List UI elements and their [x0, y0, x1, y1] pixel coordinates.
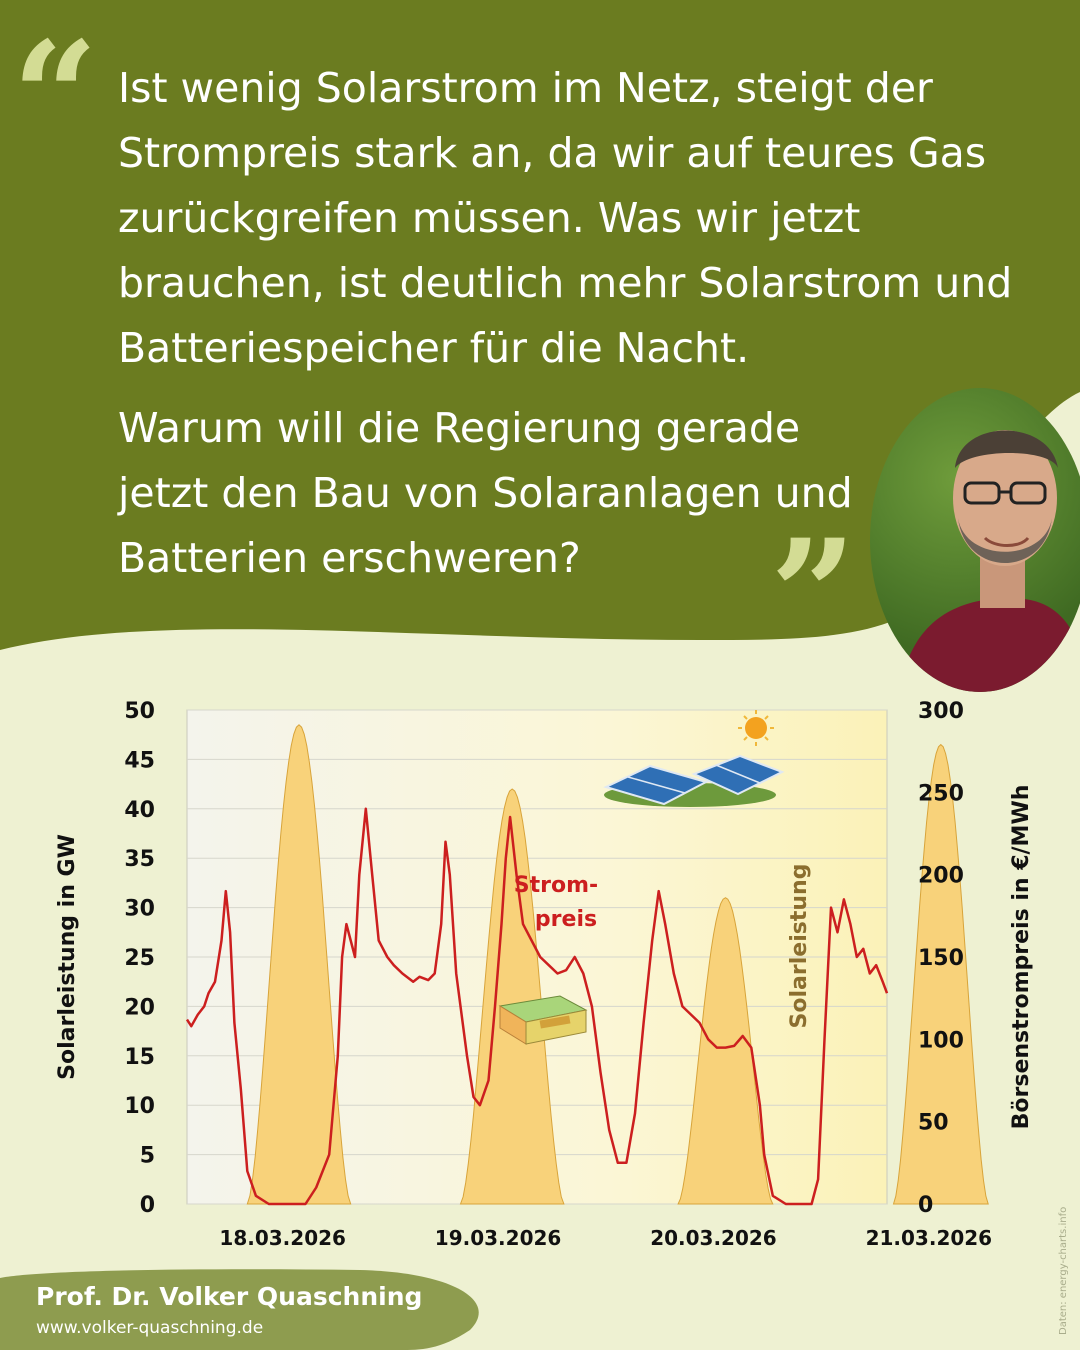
y-left-tick: 10 [124, 1094, 155, 1120]
data-credit: Daten: energy-charts.info [1058, 1206, 1069, 1335]
y-left-tick: 15 [124, 1044, 155, 1070]
price-annotation-line1: Strom- [513, 873, 599, 898]
quote-paragraph-2: Warum will die Regierung gerade jetzt den Bau von Solaranlagen und Batterien erschweren? [118, 404, 853, 582]
y-axis-right-label: Börsenstrompreis in €/MWh [1009, 784, 1034, 1130]
y-right-tick: 150 [918, 946, 964, 971]
y-right-tick: 100 [918, 1028, 964, 1054]
open-quote-icon: “ [12, 9, 99, 185]
y-left-tick: 40 [124, 797, 155, 823]
x-tick-label: 20.03.2026 [650, 1226, 777, 1250]
y-left-tick: 30 [124, 896, 155, 922]
y-axis-left [124, 699, 155, 1218]
y-left-tick: 5 [139, 1143, 155, 1169]
x-tick-label: 19.03.2026 [434, 1226, 562, 1250]
y-right-tick: 200 [918, 863, 964, 889]
solar-annotation: Solarleistung [787, 863, 812, 1029]
close-quote-icon: ” [770, 507, 857, 683]
y-left-tick: 0 [139, 1193, 155, 1218]
y-left-tick: 20 [124, 995, 155, 1021]
y-left-tick: 25 [124, 946, 155, 971]
y-left-tick: 50 [124, 699, 155, 724]
y-right-tick: 250 [918, 781, 964, 807]
y-axis-left-label: Solarleistung in GW [55, 834, 80, 1080]
y-right-tick: 0 [918, 1193, 934, 1218]
y-left-tick: 35 [124, 847, 155, 873]
y-right-tick: 300 [918, 699, 964, 724]
x-tick-label: 18.03.2026 [219, 1226, 346, 1250]
price-annotation-line2: preis [534, 907, 598, 932]
quote-paragraph-1: Ist wenig Solarstrom im Netz, steigt der Strompreis stark an, da wir auf teures Gas zurückgreifen müssen. Was wir jetzt brauchen, ist deutlich mehr Solarstrom und Batteriespeicher für die Nacht. [118, 64, 1013, 372]
author-url[interactable]: www.volker-quaschning.de [36, 1318, 264, 1338]
y-right-tick: 50 [918, 1110, 949, 1136]
x-axis [219, 1226, 992, 1250]
y-left-tick: 45 [124, 748, 155, 774]
author-name: Prof. Dr. Volker Quaschning [36, 1282, 423, 1311]
x-tick-label: 21.03.2026 [865, 1226, 993, 1250]
